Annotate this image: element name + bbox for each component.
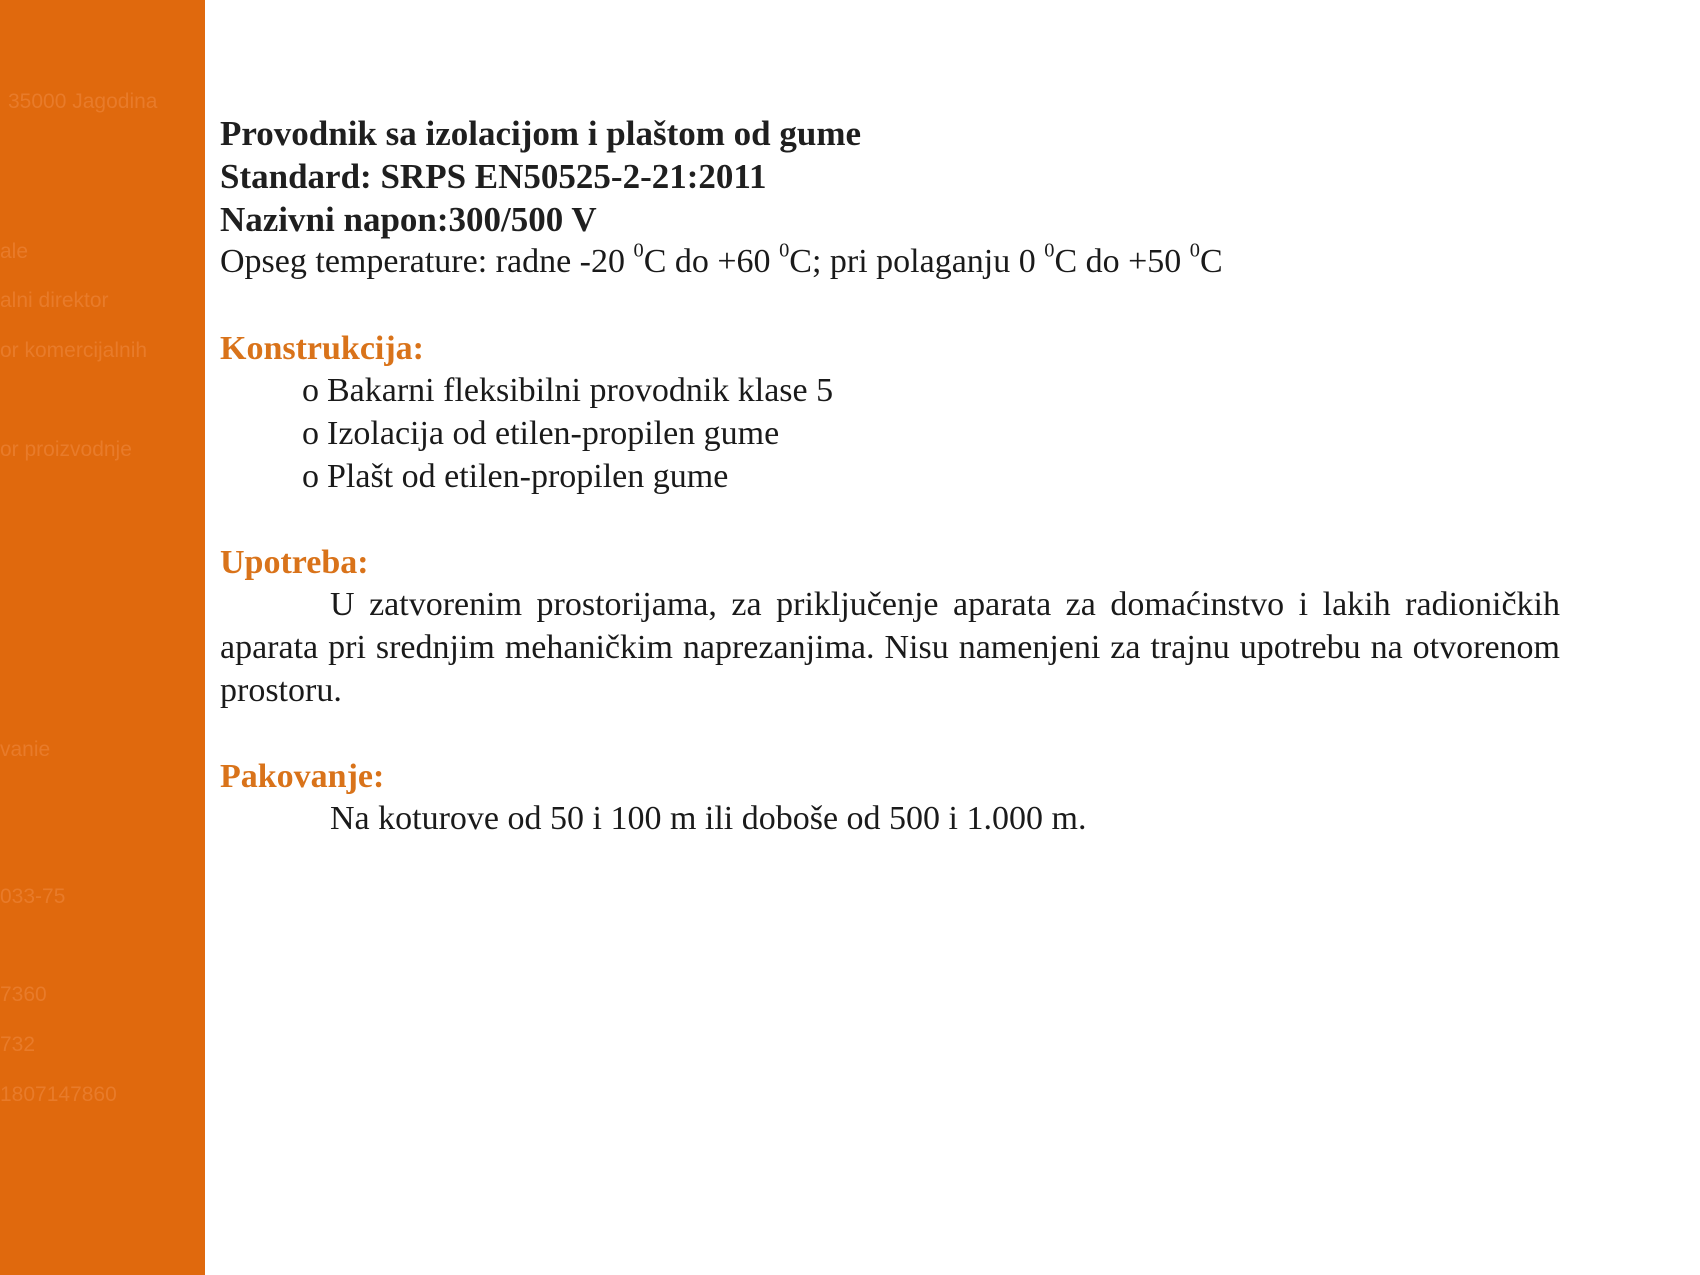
temp-seg-2: C; pri polaganju 0 bbox=[789, 243, 1036, 280]
usage-text: U zatvorenim prostorijama, za priključenje aparata za domaćinstvo i lakih radioničkih aparata pri srednjim mehaničkim naprezanjima. Nisu namenjeni za trajnu upotrebu na otvorenom prostoru. bbox=[220, 586, 1560, 709]
list-item-text: Izolacija od etilen-propilen gume bbox=[327, 415, 780, 452]
sidebar-ghost-text: alni direktor bbox=[0, 289, 109, 312]
sidebar-ghost-text: or proizvodnje bbox=[0, 438, 132, 461]
list-item-text: Plašt od etilen-propilen gume bbox=[327, 458, 729, 495]
degree-sup: 0 bbox=[1189, 239, 1200, 262]
temp-prefix: Opseg temperature: radne -20 bbox=[220, 243, 625, 280]
list-item bbox=[302, 458, 728, 496]
bullet-icon: o bbox=[302, 415, 319, 452]
list-item-text: Bakarni fleksibilni provodnik klase 5 bbox=[327, 372, 834, 409]
voltage-line: Nazivni napon:300/500 V bbox=[220, 200, 597, 239]
packaging-text: Na koturove od 50 i 100 m ili doboše od 500 i 1.000 m. bbox=[330, 800, 1087, 837]
standard-line: Standard: SRPS EN50525-2-21:2011 bbox=[220, 157, 767, 196]
sidebar-ghost-text: vanie bbox=[0, 738, 51, 761]
bullet-icon: o bbox=[302, 458, 319, 495]
document-title: Provodnik sa izolacijom i plaštom od gume bbox=[220, 114, 862, 153]
list-item bbox=[302, 415, 779, 453]
sidebar-ghost-text: 033-75 bbox=[0, 885, 66, 908]
sidebar-ghost-text: 35000 Jagodina bbox=[8, 90, 158, 113]
sidebar-ghost-text: ale bbox=[0, 240, 29, 263]
temp-seg-4: C bbox=[1200, 243, 1223, 280]
packaging-heading: Pakovanje: bbox=[220, 758, 385, 795]
temp-seg-3: C do +50 bbox=[1054, 243, 1182, 280]
temperature-line bbox=[220, 239, 1223, 281]
usage-paragraph bbox=[220, 583, 1560, 712]
list-item bbox=[302, 372, 833, 410]
sidebar-ghost-text: 1807147860 bbox=[0, 1083, 117, 1106]
usage-heading: Upotreba: bbox=[220, 544, 369, 581]
construction-heading: Konstrukcija: bbox=[220, 330, 424, 367]
bullet-icon: o bbox=[302, 372, 319, 409]
orange-sidebar bbox=[0, 0, 205, 1275]
temp-seg-1: C do +60 bbox=[643, 243, 771, 280]
degree-sup: 0 bbox=[1044, 239, 1055, 262]
sidebar-ghost-text: or komercijalnih bbox=[0, 339, 148, 362]
sidebar-ghost-text: 7360 bbox=[0, 983, 47, 1006]
sidebar-ghost-text: 732 bbox=[0, 1033, 36, 1056]
degree-sup: 0 bbox=[633, 239, 644, 262]
degree-sup: 0 bbox=[779, 239, 790, 262]
